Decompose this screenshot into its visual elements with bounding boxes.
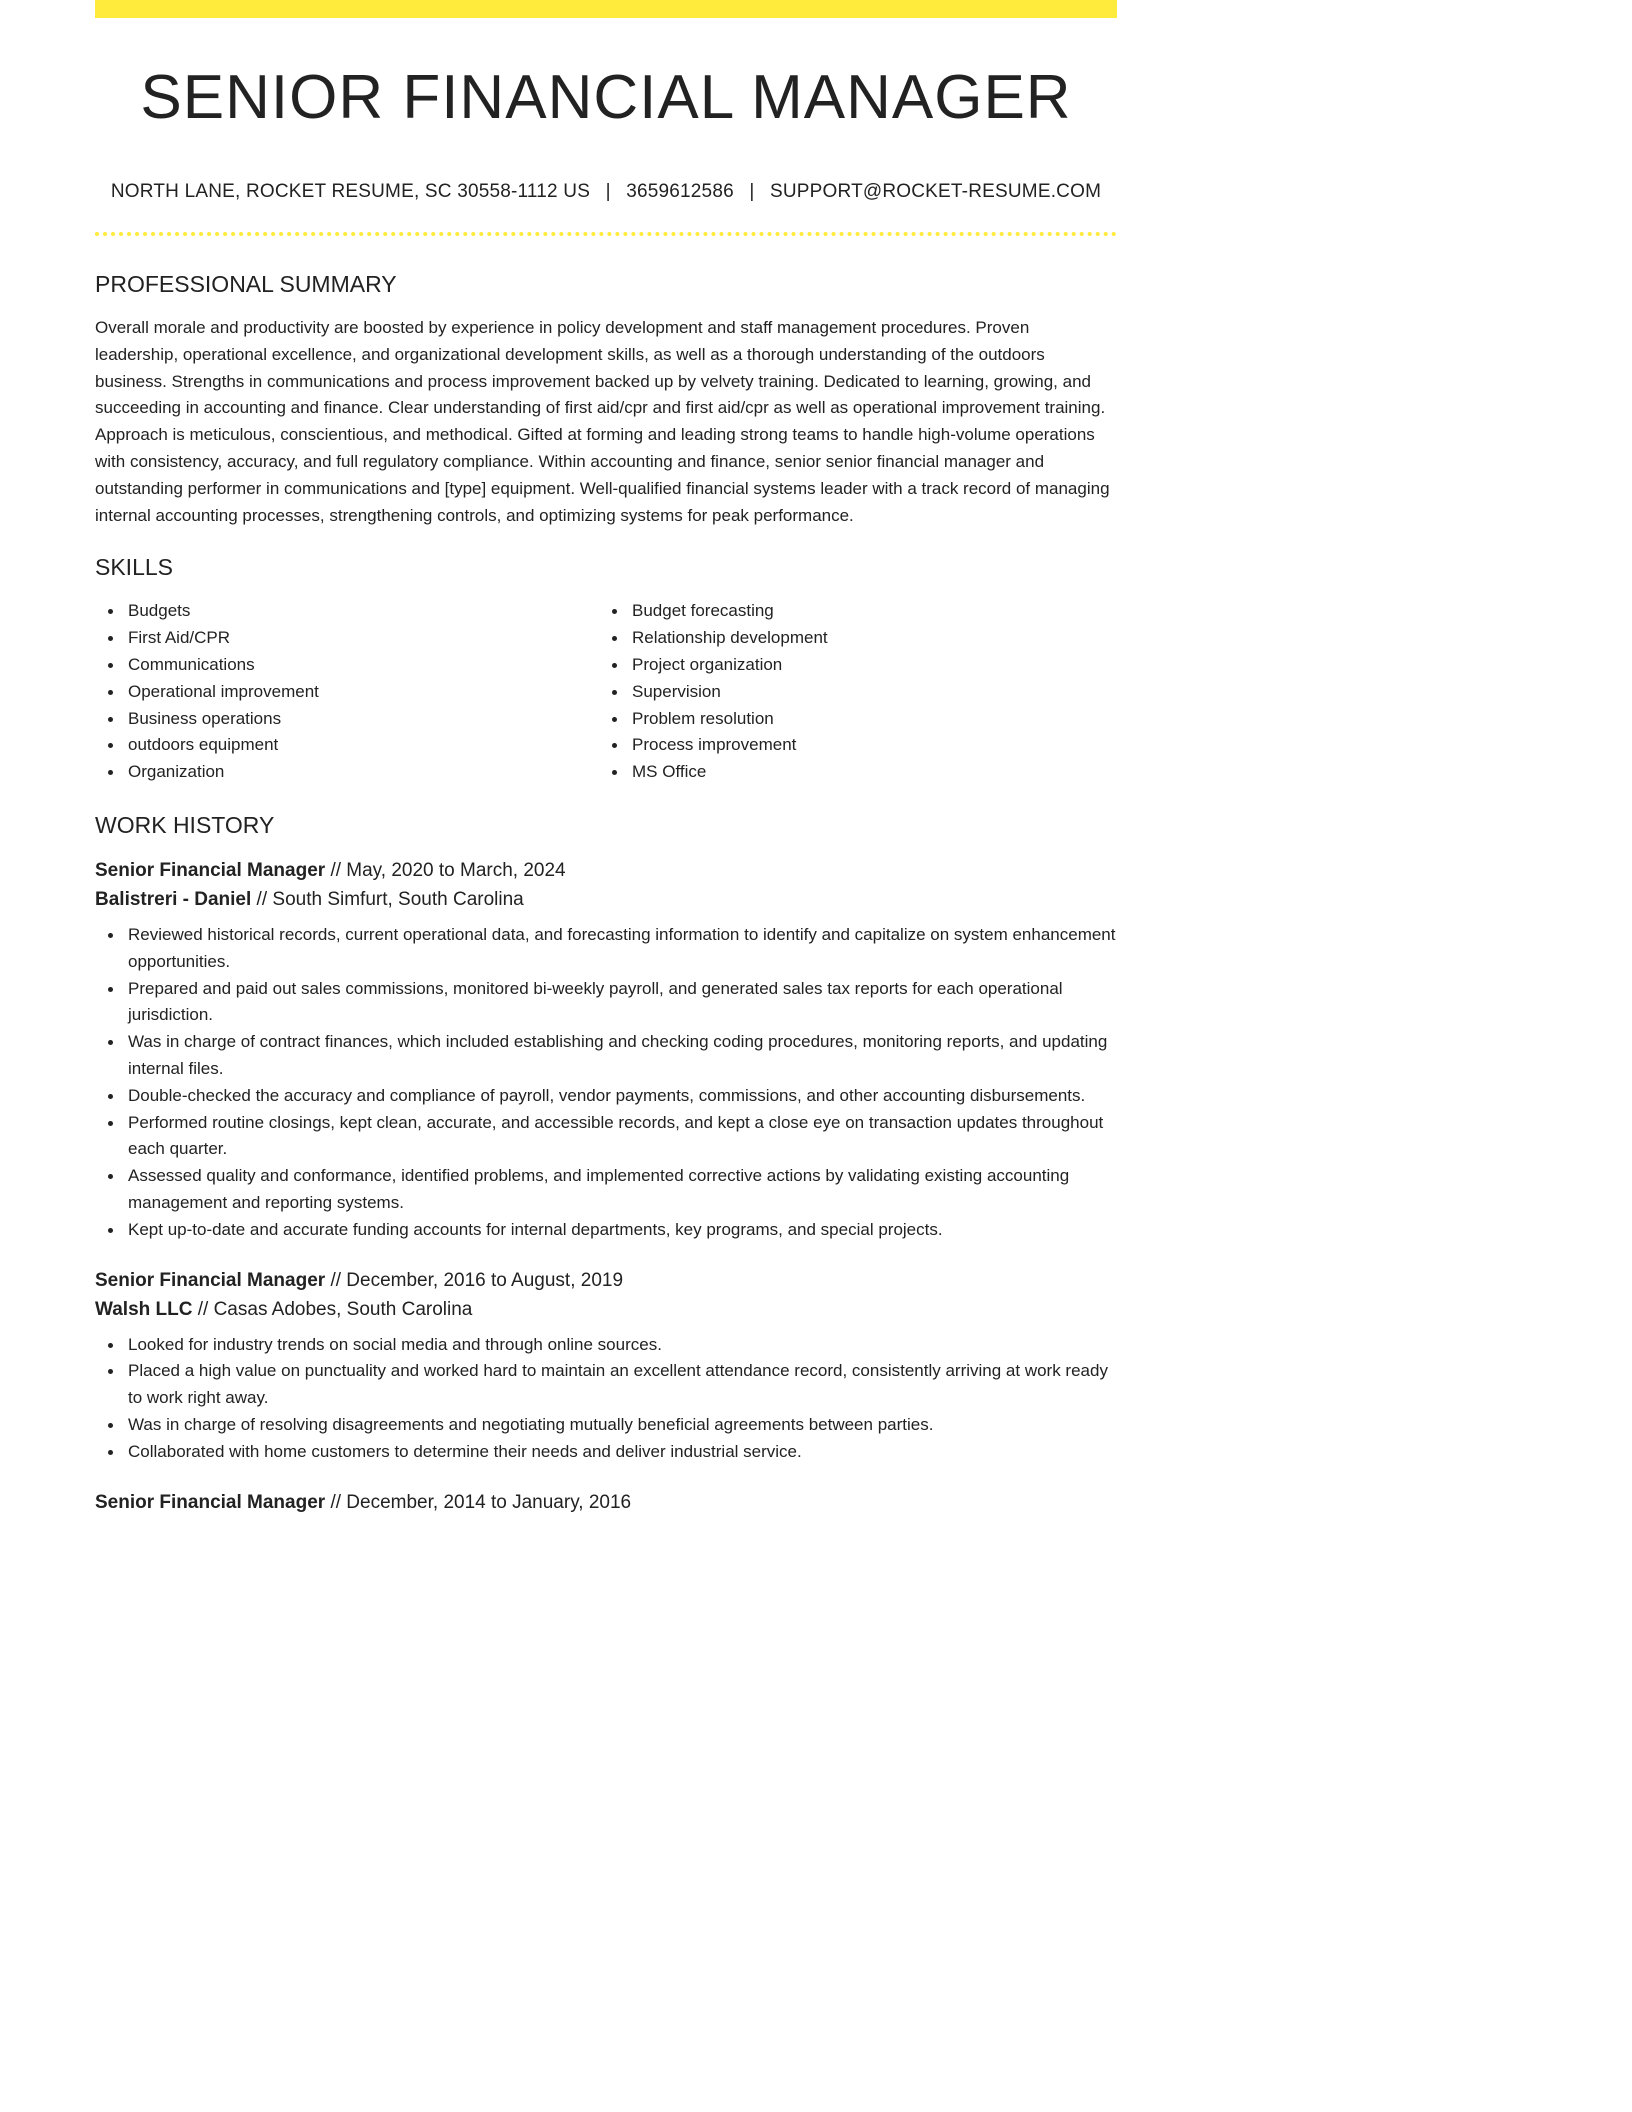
top-accent-bar <box>95 0 1117 18</box>
skill-item: Supervision <box>599 679 1103 706</box>
job-entry <box>95 1266 1117 1466</box>
job-bullet: Reviewed historical records, current operational data, and forecasting information to identify and capitalize on system enhancement opportunities. <box>95 922 1117 976</box>
contact-line <box>95 180 1117 204</box>
job-dates: // December, 2014 to January, 2016 <box>325 1491 632 1513</box>
contact-phone: 3659612586 <box>626 181 734 202</box>
job-bullet: Kept up-to-date and accurate funding accounts for internal departments, key programs, and special projects. <box>95 1217 1117 1244</box>
skill-item: Budget forecasting <box>599 598 1103 625</box>
job-location: // Casas Adobes, South Carolina <box>192 1298 473 1320</box>
skill-item: Communications <box>95 652 599 679</box>
skill-item: outdoors equipment <box>95 732 599 759</box>
job-company: Balistreri - Daniel <box>95 888 252 910</box>
skill-item: Operational improvement <box>95 679 599 706</box>
job-bullet: Double-checked the accuracy and compliance of payroll, vendor payments, commissions, and other accounting disbursements. <box>95 1083 1117 1110</box>
job-title-line <box>95 1488 1117 1517</box>
job-bullet: Prepared and paid out sales commissions, monitored bi-weekly payroll, and generated sales tax reports for each operational jurisdiction. <box>95 976 1117 1030</box>
job-title-line <box>95 1266 1117 1295</box>
job-title-line <box>95 856 1117 885</box>
skills-column-left <box>95 598 599 786</box>
skills-grid <box>95 598 1117 786</box>
job-dates: // December, 2016 to August, 2019 <box>325 1269 624 1291</box>
job-company-line <box>95 885 1117 914</box>
job-bullet: Placed a high value on punctuality and worked hard to maintain an excellent attendance record, consistently arriving at work ready to work right away. <box>95 1358 1117 1412</box>
resume-name-title: SENIOR FINANCIAL MANAGER <box>140 63 1072 132</box>
skill-item: Project organization <box>599 652 1103 679</box>
job-bullet: Looked for industry trends on social media and through online sources. <box>95 1332 1117 1359</box>
skill-item: Relationship development <box>599 625 1103 652</box>
header-divider <box>95 232 1117 236</box>
job-dates: // May, 2020 to March, 2024 <box>325 859 566 881</box>
job-title: Senior Financial Manager <box>95 1491 326 1513</box>
summary-section <box>95 269 1117 529</box>
job-bullet: Collaborated with home customers to determine their needs and deliver industrial service. <box>95 1439 1117 1466</box>
summary-text: Overall morale and productivity are boosted by experience in policy development and staff management procedures. Proven leadership, operational excellence, and organizational development skills, as well as a thorough understanding of the outdoors business. Strengths in communications and process improvement backed up by velvety training. Dedicated to learning, growing, and succeeding in accounting and finance. Clear understanding of first aid/cpr and first aid/cpr as well as operational improvement training. Approach is meticulous, conscientious, and methodical. Gifted at forming and leading strong teams to handle high-volume operations with consistency, accuracy, and full regulatory compliance. Within accounting and finance, senior senior financial manager and outstanding performer in communications and [type] equipment. Well-qualified financial systems leader with a track record of managing internal accounting processes, strengthening controls, and optimizing systems for peak performance. <box>95 318 1110 525</box>
skill-item: First Aid/CPR <box>95 625 599 652</box>
job-title: Senior Financial Manager <box>95 859 326 881</box>
work-history-heading: WORK HISTORY <box>95 811 275 838</box>
job-title: Senior Financial Manager <box>95 1269 326 1291</box>
job-location: // South Simfurt, South Carolina <box>251 888 524 910</box>
skills-section <box>95 552 1117 786</box>
job-bullet: Was in charge of contract finances, which included establishing and checking coding procedures, monitoring reports, and updating internal files. <box>95 1029 1117 1083</box>
skill-item: Problem resolution <box>599 706 1103 733</box>
contact-separator: | <box>605 181 611 202</box>
job-bullet: Was in charge of resolving disagreements and negotiating mutually beneficial agreements between parties. <box>95 1412 1117 1439</box>
job-bullets <box>95 1332 1117 1466</box>
skill-item: Organization <box>95 759 599 786</box>
job-entry <box>95 1488 1117 1517</box>
job-company-line <box>95 1295 1117 1324</box>
summary-heading: PROFESSIONAL SUMMARY <box>95 271 397 297</box>
job-entry <box>95 856 1117 1244</box>
job-bullet: Assessed quality and conformance, identified problems, and implemented corrective actions by validating existing accounting management and reporting systems. <box>95 1163 1117 1217</box>
job-bullet: Performed routine closings, kept clean, accurate, and accessible records, and kept a close eye on transaction updates throughout each quarter. <box>95 1110 1117 1164</box>
job-bullets <box>95 922 1117 1244</box>
contact-separator: | <box>749 181 755 202</box>
skill-item: Budgets <box>95 598 599 625</box>
skill-item: Process improvement <box>599 732 1103 759</box>
skill-item: MS Office <box>599 759 1103 786</box>
resume-page <box>95 0 1117 1517</box>
skill-item: Business operations <box>95 706 599 733</box>
skills-column-right <box>599 598 1103 786</box>
job-company: Walsh LLC <box>95 1298 193 1320</box>
contact-address: NORTH LANE, ROCKET RESUME, SC 30558-1112 US <box>110 181 591 202</box>
work-history-section <box>95 810 1117 1517</box>
skills-heading: SKILLS <box>95 554 173 581</box>
contact-email: SUPPORT@ROCKET-RESUME.COM <box>769 181 1102 202</box>
